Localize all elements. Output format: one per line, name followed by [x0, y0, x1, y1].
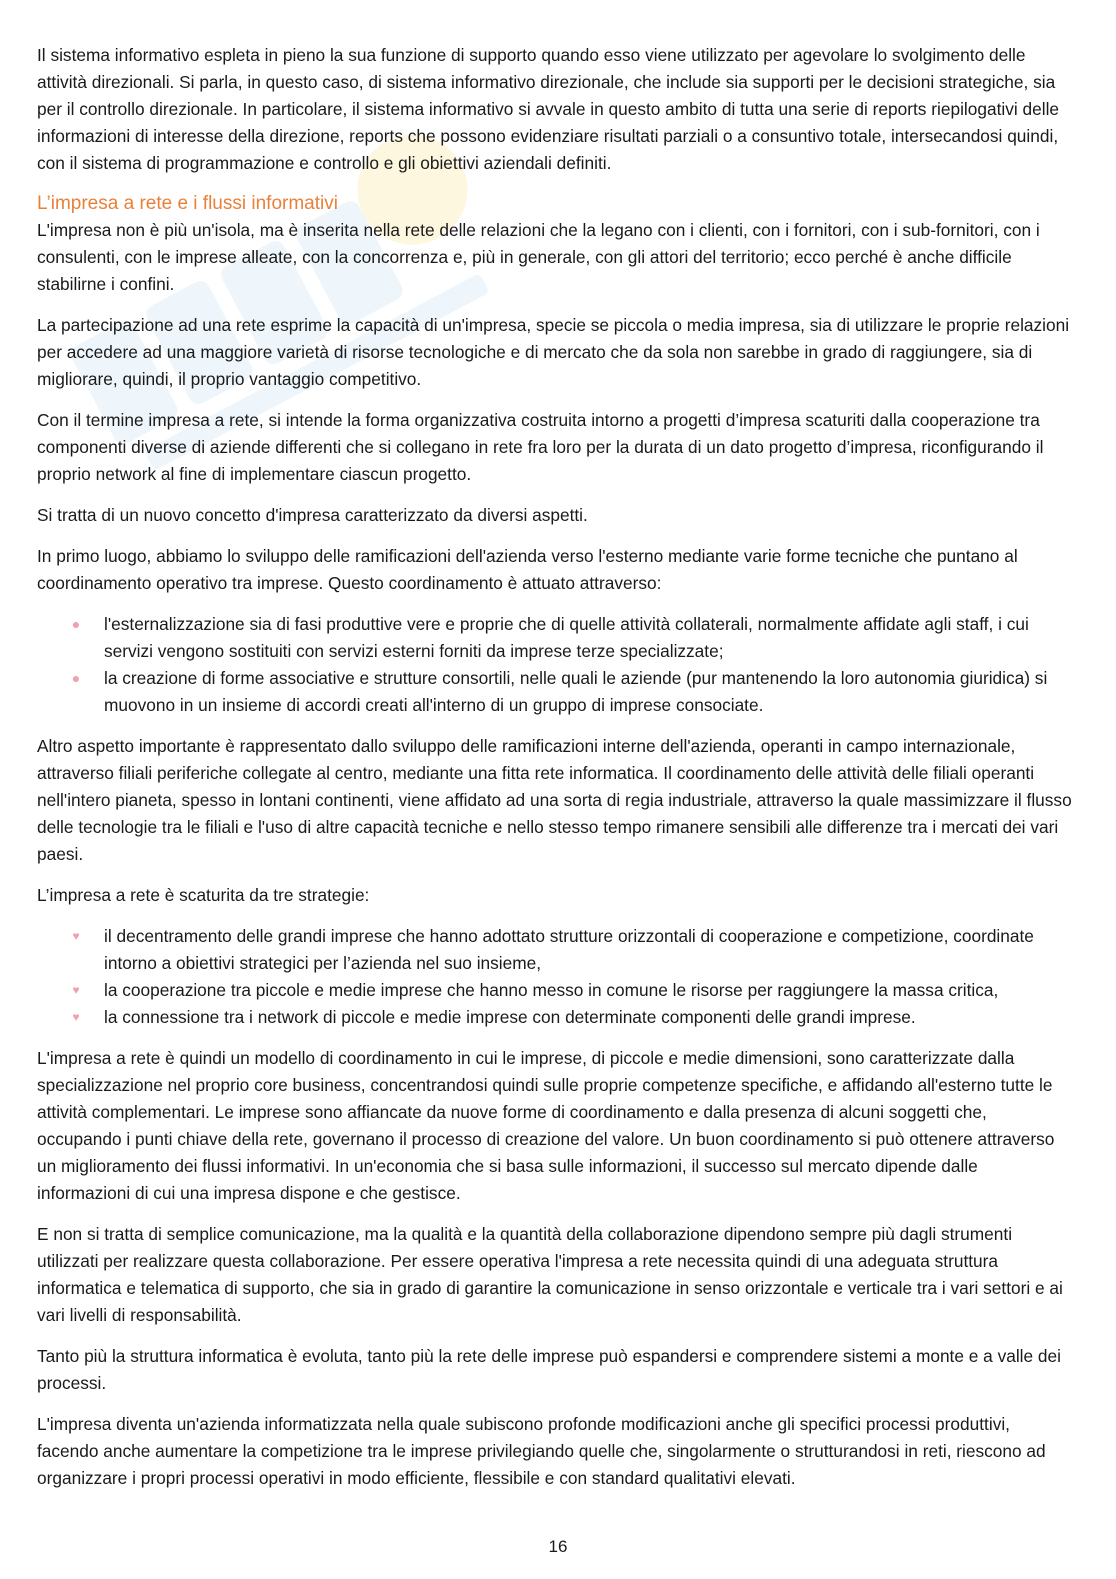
list-item-text: la creazione di forme associative e strutture consortili, nelle quali le aziende (pur mantenendo la loro autonomia giuridica) si muovono in un insieme di accordi creati all'interno di un gruppo di imprese consociate. — [104, 668, 1048, 715]
paragraph: L’impresa a rete è scaturita da tre strategie: — [37, 885, 370, 905]
paragraph: La partecipazione ad una rete esprime la capacità di un'impresa, specie se piccola o media impresa, sia di utilizzare le proprie relazioni per accedere ad una maggiore varietà di risorse tecnologiche e di mercato che da sola non sarebbe in grado di raggiungere, sia di migliorare, quindi, il proprio vantaggio competitivo. — [37, 315, 1070, 389]
list-item — [72, 923, 1073, 977]
list-item-text: la cooperazione tra piccole e medie imprese che hanno messo in comune le risorse per raggiungere la massa critica, — [104, 980, 999, 1000]
paragraph: Altro aspetto importante è rappresentato dallo sviluppo delle ramificazioni interne dell'azienda, operanti in campo internazionale, attraverso filiali periferiche collegate al centro, mediante una fitta rete informatica. Il coordinamento delle attività delle filiali operanti nell'intero pianeta, spesso in lontani continenti, viene affidato ad una sorta di regia industriale, attraverso la quale massimizzare il flusso delle tecnologie tra le filiali e l'uso di altre capacità tecniche e nello stesso tempo rimanere sensibili alle differenze tra i mercati dei vari paesi. — [37, 736, 1072, 864]
dot-bullet-icon: ● — [71, 616, 81, 632]
bullet-list-coordination — [37, 611, 1073, 719]
heart-bullet-icon: ♥ — [72, 929, 80, 943]
document-page — [37, 42, 1073, 1506]
paragraph: L'impresa diventa un'azienda informatizzata nella quale subiscono profonde modificazioni anche gli specifici processi produttivi, facendo anche aumentare la competizione tra le imprese privilegiando quelle che, singolarmente o strutturandosi in reti, riescono ad organizzare i propri processi operativi in modo efficiente, flessibile e con standard qualitativi elevati. — [37, 1414, 1046, 1488]
paragraph: E non si tratta di semplice comunicazione, ma la qualità e la quantità della collaborazione dipendono sempre più dagli strumenti utilizzati per realizzare questa collaborazione. Per essere operativa l'impresa a rete necessita quindi di una adeguata struttura informatica e telematica di supporto, che sia in grado di garantire la comunicazione in senso orizzontale e verticale tra i vari settori e ai vari livelli di responsabilità. — [37, 1224, 1063, 1325]
bullet-list-strategies — [37, 923, 1073, 1031]
list-item — [71, 665, 1073, 719]
section-heading: L’impresa a rete e i flussi informativi — [37, 193, 338, 214]
paragraph: L'impresa a rete è quindi un modello di coordinamento in cui le imprese, di piccole e medie dimensioni, sono caratterizzate dalla specializzazione nel proprio core business, concentrandosi quindi sulle proprie competenze specifiche, e affidando all'esterno tutte le attività complementari. Le imprese sono affiancate da nuove forme di coordinamento e dalla presenza di alcuni soggetti che, occupando i punti chiave della rete, governano il processo di creazione del valore. Un buon coordinamento si può ottenere attraverso un miglioramento dei flussi informativi. In un'economia che si basa sulle informazioni, il successo sul mercato dipende dalle informazioni di cui una impresa dispone e che gestisce. — [37, 1048, 1055, 1203]
paragraph: Tanto più la struttura informatica è evoluta, tanto più la rete delle imprese può espandersi e comprendere sistemi a monte e a valle dei processi. — [37, 1346, 1061, 1393]
paragraph: L'impresa non è più un'isola, ma è inserita nella rete delle relazioni che la legano con i clienti, con i fornitori, con i sub-fornitori, con i consulenti, con le imprese alleate, con la concorrenza e, più in generale, con gli attori del territorio; ecco perché è anche difficile stabilirne i confini. — [37, 220, 1040, 294]
list-item — [71, 611, 1073, 665]
paragraph: Si tratta di un nuovo concetto d'impresa caratterizzato da diversi aspetti. — [37, 505, 588, 525]
page-number: 16 — [548, 1537, 568, 1556]
list-item-text: la connessione tra i network di piccole e medie imprese con determinate componenti delle grandi imprese. — [104, 1007, 916, 1027]
paragraph: Il sistema informativo espleta in pieno la sua funzione di supporto quando esso viene utilizzato per agevolare lo svolgimento delle attività direzionali. Si parla, in questo caso, di sistema informativo direzionale, che include sia supporti per le decisioni strategiche, sia per il controllo direzionale. In particolare, il sistema informativo si avvale in questo ambito di tutta una serie di reports riepilogativi delle informazioni di interesse della direzione, reports che possono evidenziare risultati parziali o a consuntivo totale, intersecandosi quindi, con il sistema di programmazione e controllo e gli obiettivi aziendali definiti. — [37, 45, 1060, 173]
heart-bullet-icon: ♥ — [72, 983, 80, 997]
list-item — [72, 977, 1073, 1004]
paragraph: Con il termine impresa a rete, si intende la forma organizzativa costruita intorno a progetti d’impresa scaturiti dalla cooperazione tra componenti diverse di aziende differenti che si collegano in rete fra loro per la durata di un dato progetto d’impresa, riconfigurando il proprio network al fine di implementare ciascun progetto. — [37, 410, 1044, 484]
heart-bullet-icon: ♥ — [72, 1010, 80, 1024]
list-item — [72, 1004, 1073, 1031]
dot-bullet-icon: ● — [71, 670, 81, 686]
paragraph: In primo luogo, abbiamo lo sviluppo delle ramificazioni dell'azienda verso l'esterno mediante varie forme tecniche che puntano al coordinamento operativo tra imprese. Questo coordinamento è attuato attraverso: — [37, 546, 1018, 593]
list-item-text: il decentramento delle grandi imprese che hanno adottato strutture orizzontali di cooperazione e competizione, coordinate intorno a obiettivi strategici per l’azienda nel suo insieme, — [104, 926, 1034, 973]
list-item-text: l'esternalizzazione sia di fasi produttive vere e proprie che di quelle attività collaterali, normalmente affidate agli staff, i cui servizi vengono sostituiti con servizi esterni forniti da imprese terze specializzate; — [104, 614, 1029, 661]
